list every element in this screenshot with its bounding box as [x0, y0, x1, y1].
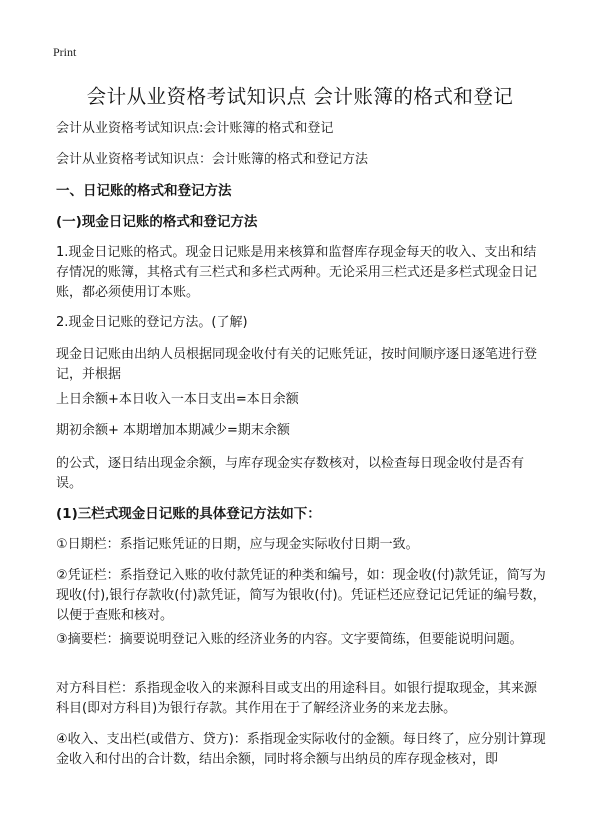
page-title: 会计从业资格考试知识点 会计账簿的格式和登记: [86, 85, 514, 108]
paragraph-income-expense-column: ④收入、支出栏(或借方、贷方)：系指现金实际收付的金额。每日终了，应分别计算现金收入和付出的合计数，结出余额，同时将余额与出纳员的库存现金核对，即: [56, 732, 546, 767]
paragraph-cash-journal-method: 2.现金日记账的登记方法。(了解): [56, 315, 248, 330]
paragraph-intro-2: 会计从业资格考试知识点：会计账簿的格式和登记方法: [56, 152, 369, 167]
paragraph-summary-column: ③摘要栏：摘要说明登记入账的经济业务的内容。文字要简练，但要能说明问题。: [56, 632, 523, 647]
paragraph-intro-1: 会计从业资格考试知识点:会计账簿的格式和登记: [56, 121, 334, 136]
subsection-heading-cash-journal: (一)现金日记账的格式和登记方法: [56, 214, 258, 230]
formula-period-balance: 期初余额+ 本期增加本期减少=期末余额: [56, 423, 290, 438]
paragraph-voucher-column: ②凭证栏：系指登记入账的收付款凭证的种类和编号，如：现金收(付)款凭证，简写为现收(付),银行存款收(付)款凭证，简写为银收(付)。凭证栏还应登记记凭证的编号数，以便于查账和核对。: [56, 568, 546, 623]
print-label[interactable]: Print: [53, 45, 77, 59]
paragraph-formula-check: 的公式，逐日结出现金余额，与库存现金实存数核对，以检查每日现金收付是否有误。: [56, 456, 525, 491]
subsection-heading-three-column: (1)三栏式现金日记账的具体登记方法如下：: [56, 506, 321, 522]
paragraph-registration-basis: 现金日记账由出纳人员根据同现金收付有关的记账凭证，按时间顺序逐日逐笔进行登记，并根据: [56, 347, 538, 382]
paragraph-cash-journal-format: 1.现金日记账的格式。现金日记账是用来核算和监督库存现金每天的收入、支出和结存情况的账簿，其格式有三栏式和多栏式两种。无论采用三栏式还是多栏式现金日记账，都必须使用订本账。: [56, 245, 538, 300]
formula-daily-balance: 上日余额+本日收入一本日支出=本日余额: [56, 392, 299, 407]
paragraph-date-column: ①日期栏：系指记账凭证的日期，应与现金实际收付日期一致。: [56, 537, 419, 552]
paragraph-counter-account: 对方科目栏：系指现金收入的来源科目或支出的用途科目。如银行提取现金，其来源科目(即对方科目)为银行存款。其作用在于了解经济业务的来龙去脉。: [56, 681, 538, 716]
section-heading-journal: 一、日记账的格式和登记方法: [56, 183, 232, 199]
